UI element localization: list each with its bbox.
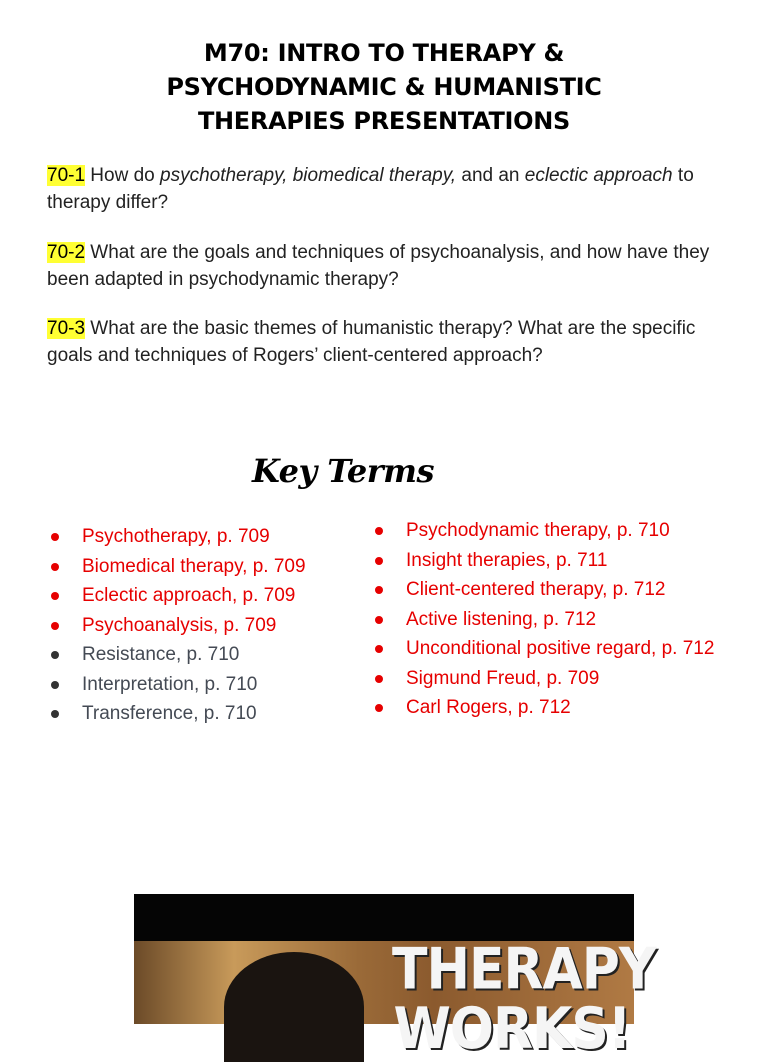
key-term-item — [49, 640, 349, 670]
bullet-icon — [375, 675, 383, 683]
objective-70-2 — [47, 240, 727, 293]
key-term-text: Psychotherapy, p. 709 — [82, 526, 270, 547]
key-term-text: Resistance, p. 710 — [82, 644, 240, 665]
objective-text-italic: eclectic approach — [524, 165, 673, 186]
key-term-text: Transference, p. 710 — [82, 703, 257, 724]
key-term-text: Unconditional positive regard, p. 712 — [406, 638, 715, 659]
key-terms-list-right — [373, 516, 723, 723]
bullet-icon — [51, 592, 59, 600]
thumbnail-overlay-line-2: WORKS! — [393, 996, 631, 1062]
key-terms-list-left — [49, 522, 349, 729]
key-term-text: Psychodynamic therapy, p. 710 — [406, 520, 670, 541]
key-term-item — [373, 693, 723, 723]
bullet-icon — [375, 645, 383, 653]
page-title-line-2: PSYCHODYNAMIC & HUMANISTIC — [166, 73, 602, 101]
key-term-text: Sigmund Freud, p. 709 — [406, 667, 600, 689]
key-terms-heading: Key Terms — [252, 452, 434, 490]
bullet-icon — [51, 710, 59, 718]
key-term-text: Insight therapies, p. 711 — [406, 549, 608, 571]
thumbnail-overlay-line-1: THERAPY — [392, 936, 656, 1003]
key-term-item — [49, 670, 349, 700]
thumbnail-overlay-text — [392, 936, 656, 1062]
objective-text: and an — [456, 165, 525, 186]
thumbnail-person-image — [224, 952, 364, 1062]
objective-text-italic: psychotherapy, biomedical therapy, — [160, 165, 457, 186]
bullet-icon — [375, 616, 383, 624]
objective-text: How do — [85, 165, 161, 186]
key-term-item — [373, 546, 723, 576]
objective-number: 70-2 — [47, 242, 86, 263]
bullet-icon — [51, 651, 59, 659]
bullet-icon — [375, 527, 383, 535]
video-thumbnail[interactable] — [134, 894, 656, 1062]
page-title-line-1: M70: INTRO TO THERAPY & — [203, 39, 565, 67]
key-term-item — [373, 516, 723, 546]
objective-number: 70-3 — [47, 318, 86, 339]
key-term-text: Client-centered therapy, p. 712 — [406, 579, 666, 600]
key-term-item — [49, 552, 349, 582]
key-term-text: Biomedical therapy, p. 709 — [82, 555, 306, 577]
bullet-icon — [375, 704, 383, 712]
objective-number: 70-1 — [47, 165, 86, 186]
bullet-icon — [51, 533, 59, 541]
bullet-icon — [51, 563, 59, 571]
key-term-text: Interpretation, p. 710 — [82, 673, 258, 695]
bullet-icon — [375, 586, 383, 594]
key-term-item — [373, 575, 723, 605]
bullet-icon — [375, 557, 383, 565]
objective-text: What are the basic themes of humanistic therapy? What are the specific goals and techniques of Rogers’ client-centered approach? — [47, 318, 696, 366]
objective-70-3 — [47, 316, 727, 369]
key-term-item — [373, 634, 723, 664]
page-title — [0, 36, 768, 138]
bullet-icon — [51, 681, 59, 689]
objective-text: What are the goals and techniques of psychoanalysis, and how have they been adapted in psychodynamic therapy? — [47, 242, 710, 290]
objective-70-1 — [47, 163, 727, 216]
page-title-line-3: THERAPIES PRESENTATIONS — [197, 107, 571, 135]
key-term-text: Carl Rogers, p. 712 — [406, 697, 571, 718]
key-term-item — [49, 522, 349, 552]
key-term-item — [373, 664, 723, 694]
objective-text: to therapy differ? — [47, 165, 694, 213]
key-term-text: Psychoanalysis, p. 709 — [82, 614, 277, 636]
bullet-icon — [51, 622, 59, 630]
key-term-item — [373, 605, 723, 635]
key-term-text: Active listening, p. 712 — [406, 608, 597, 630]
key-term-text: Eclectic approach, p. 709 — [82, 585, 296, 606]
key-term-item — [49, 581, 349, 611]
key-term-item — [49, 611, 349, 641]
key-term-item — [49, 699, 349, 729]
